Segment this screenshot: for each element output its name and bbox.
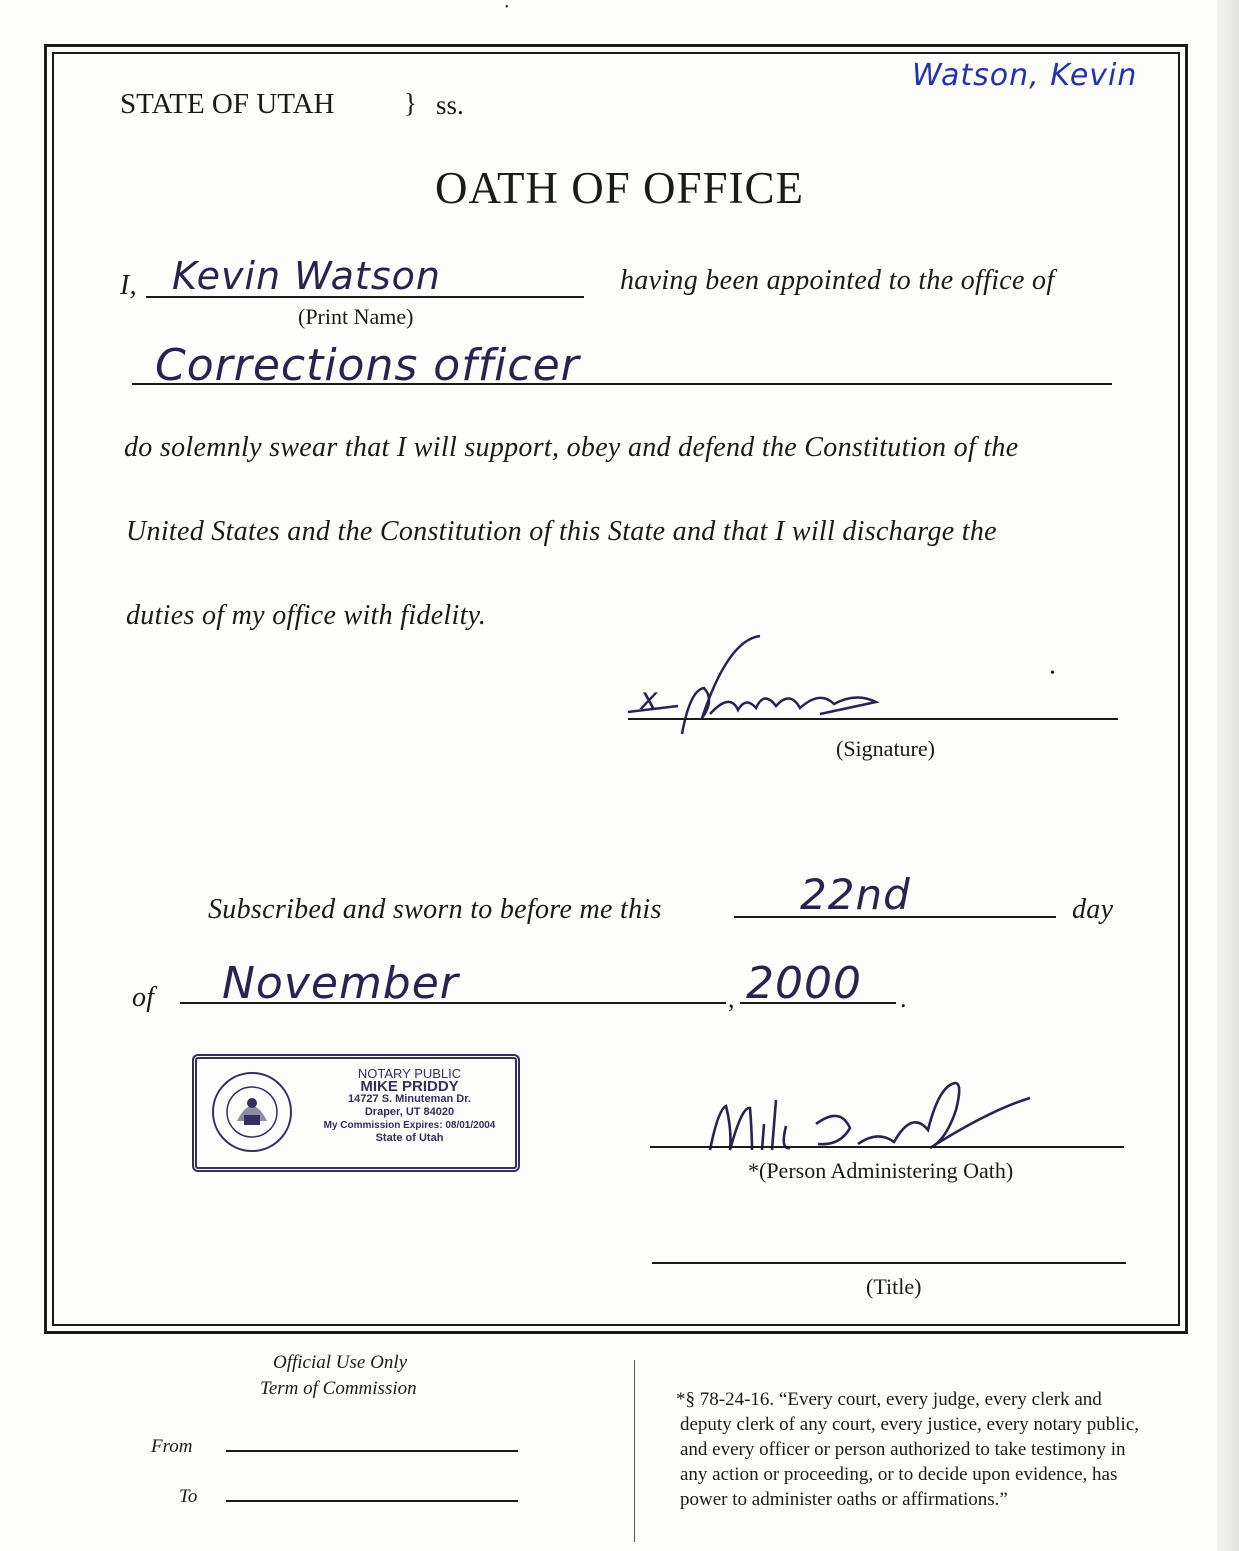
sworn-period: . [900, 984, 907, 1013]
notary-address: 14727 S. Minuteman Dr. [348, 1093, 471, 1105]
administering-label: *(Person Administering Oath) [748, 1158, 1014, 1183]
notary-name: MIKE PRIDDY [360, 1078, 459, 1095]
sworn-of-word: of [132, 982, 155, 1013]
notary-stamp-text [307, 1067, 512, 1145]
oath-line-1: do solemnly swear that I will support, obey and defend the Constitution of the [124, 432, 1019, 463]
footnote-line-1: *§ 78-24-16. “Every court, every judge, every clerk and [676, 1389, 1102, 1410]
utah-state-seal-icon [211, 1071, 293, 1153]
print-name-label: (Print Name) [298, 304, 414, 329]
header-ss: ss. [436, 90, 464, 120]
footnote-line-3: and every officer or person authorized to take testimony in [680, 1439, 1126, 1460]
from-label: From [151, 1436, 193, 1457]
office-value: Corrections officer [155, 340, 580, 391]
appointed-text: having been appointed to the office of [620, 265, 1055, 296]
notary-commission: My Commission Expires: 08/01/2004 [323, 1120, 496, 1131]
signature-x-mark: x [640, 682, 659, 717]
footer-divider [634, 1360, 635, 1542]
sworn-month-value: November [222, 958, 459, 1009]
document-title: OATH OF OFFICE [434, 163, 805, 213]
signature-dot: • [1050, 666, 1055, 681]
corner-handwritten-name: Watson, Kevin [912, 58, 1138, 93]
print-name-value: Kevin Watson [172, 254, 441, 298]
header-brace: } [404, 88, 417, 118]
administering-signature-scrawl [690, 1070, 1050, 1170]
to-line [226, 1500, 518, 1502]
office-line [132, 383, 1112, 385]
notary-title: NOTARY PUBLIC [357, 1066, 462, 1081]
page-edge-shadow [1217, 0, 1239, 1551]
sworn-year-value: 2000 [746, 958, 862, 1009]
notary-city: Draper, UT 84020 [364, 1106, 455, 1118]
sworn-day-line [734, 916, 1056, 918]
signature-line [628, 718, 1118, 720]
notary-state: State of Utah [375, 1132, 444, 1144]
notary-stamp [192, 1054, 520, 1172]
from-line [226, 1450, 518, 1452]
oath-line-3: duties of my office with fidelity. [126, 600, 487, 631]
signature-label: (Signature) [836, 736, 935, 761]
oath-line-2: United States and the Constitution of this State and that I will discharge the [126, 516, 997, 547]
sworn-month-line [180, 1002, 726, 1004]
intro-prefix: I, [120, 270, 137, 301]
term-of-commission-heading: Term of Commission [260, 1378, 417, 1399]
title-label: (Title) [866, 1274, 922, 1299]
sworn-year-line [740, 1002, 896, 1004]
administering-line [650, 1146, 1124, 1148]
scan-speck: • [505, 2, 509, 13]
sworn-day-word: day [1072, 894, 1114, 925]
signature-scrawl [620, 630, 890, 740]
state-heading: STATE OF UTAH [120, 88, 335, 120]
official-use-heading: Official Use Only [273, 1352, 408, 1373]
footnote-line-4: any action or proceeding, or to decide upon evidence, has [680, 1464, 1118, 1485]
to-label: To [179, 1486, 198, 1507]
footnote-line-2: deputy clerk of any court, every justice, every notary public, [680, 1414, 1139, 1435]
print-name-line [146, 296, 584, 298]
sworn-text: Subscribed and sworn to before me this [208, 894, 662, 925]
title-line [652, 1262, 1126, 1264]
sworn-day-value: 22nd [800, 870, 911, 919]
sworn-comma: , [728, 984, 735, 1013]
footnote-line-5: power to administer oaths or affirmations.” [680, 1489, 1008, 1510]
